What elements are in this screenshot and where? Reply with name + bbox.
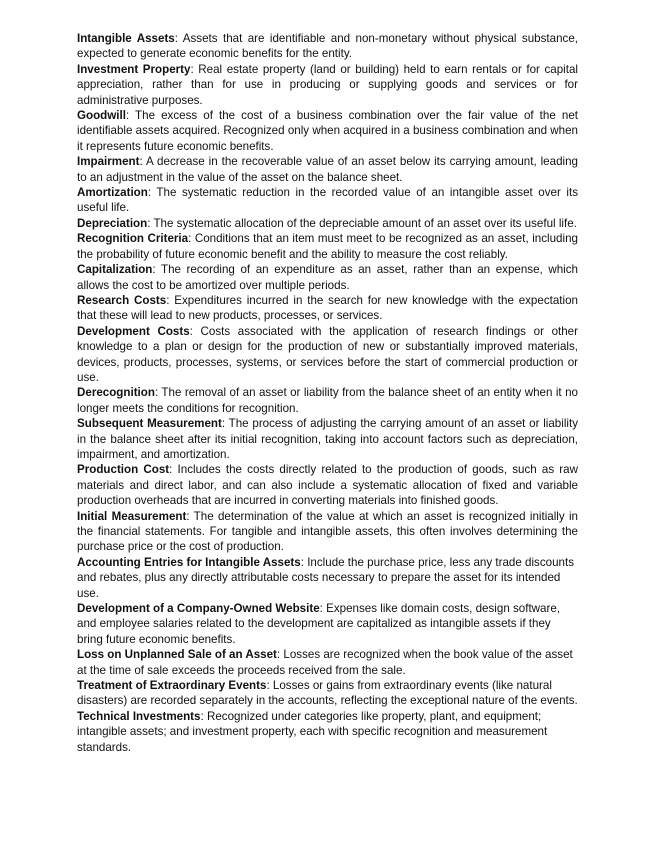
- term-definition: Recognized under categories like property, plant, and equipment; intangible assets; and investment property, each with specific recognition and measurement standards.: [77, 709, 548, 754]
- term-separator: :: [166, 293, 170, 307]
- term-definition: The systematic allocation of the depreciable amount of an asset over its useful life.: [150, 216, 577, 230]
- glossary-entry-amortization: [77, 185, 578, 216]
- term-separator: :: [174, 32, 178, 45]
- term-separator: :: [169, 463, 173, 477]
- term-separator: :: [190, 62, 194, 76]
- glossary-entry-accounting-entries: [77, 555, 578, 601]
- term-separator: :: [276, 648, 281, 662]
- term-definition: The recording of an expenditure as an asset, rather than an expense, which allows the cost to be amortized over multiple periods.: [77, 263, 578, 292]
- term-definition: Includes the costs directly related to the production of goods, such as raw materials and direct labor, and can also include a systematic allocation of fixed and variable production overheads that are incurred in converting materials into finished goods.: [77, 463, 578, 508]
- glossary-page: [77, 31, 578, 755]
- term-label: Intangible Assets: [77, 32, 175, 45]
- term-definition: Losses or gains from extraordinary events (like natural disasters) are recorded separately in the accounts, reflecting the exceptional nature of the events.: [77, 679, 578, 708]
- term-separator: :: [221, 417, 226, 431]
- glossary-entry-research-costs: [77, 293, 578, 324]
- glossary-entry-development-costs: [77, 324, 578, 386]
- glossary-entry-capitalization: [77, 262, 578, 293]
- glossary-entry-investment-property: [77, 62, 578, 108]
- term-label: Initial Measurement: [77, 509, 187, 523]
- term-definition: Expenditures incurred in the search for new knowledge with the expectation that these will lead to new products, processes, or services.: [77, 293, 578, 323]
- glossary-entry-recognition-criteria: [77, 231, 578, 262]
- term-label: Depreciation: [77, 216, 148, 230]
- term-label: Production Cost: [77, 463, 170, 477]
- term-separator: :: [319, 602, 323, 616]
- term-label: Recognition Criteria: [77, 232, 189, 246]
- term-label: Impairment: [77, 155, 140, 169]
- term-label: Development Costs: [77, 324, 190, 338]
- term-definition: Include the purchase price, less any trade discounts and rebates, plus any directly attributable costs necessary to prepare the asset for its intended use.: [77, 555, 575, 600]
- term-definition: The process of adjusting the carrying amount of an asset or liability in the balance sheet after its initial recognition, taking into account factors such as depreciation, impairment, and amortization.: [77, 417, 579, 461]
- glossary-entry-initial-measurement: [77, 509, 578, 555]
- term-definition: Conditions that an item must meet to be recognized as an asset, including the probability of future economic benefit and the ability to measure the cost reliably.: [77, 232, 578, 261]
- glossary-entry-intangible-assets: [77, 31, 578, 62]
- glossary-entry-extraordinary-events: [77, 678, 578, 709]
- term-separator: :: [186, 509, 190, 523]
- term-label: Amortization: [77, 186, 148, 200]
- term-label: Investment Property: [77, 62, 191, 76]
- term-separator: :: [125, 109, 130, 123]
- glossary-entry-technical-investments: [77, 709, 578, 755]
- term-definition: Assets that are identifiable and non-monetary without physical substance, expected to generate economic benefits for the entity.: [77, 32, 578, 61]
- term-label: Development of a Company-Owned Website: [77, 602, 320, 616]
- glossary-entry-company-website: [77, 601, 578, 647]
- term-definition: The excess of the cost of a business combination over the fair value of the net identifiable assets acquired. Recognized only when acquired in a business combination and when it represents future economic benefits.: [77, 109, 578, 153]
- term-label: Capitalization: [77, 263, 153, 277]
- term-label: Accounting Entries for Intangible Assets: [77, 555, 301, 569]
- term-label: Derecognition: [77, 386, 155, 400]
- term-separator: :: [266, 679, 270, 693]
- term-definition: The determination of the value at which an asset is recognized initially in the financial statements. For tangible and intangible assets, this often involves determining the purchase price or the cost of production.: [77, 509, 578, 554]
- term-definition: Costs associated with the application of research findings or other knowledge to a plan or design for the production of new or substantially improved materials, devices, products, processes, systems, or services before the start of commercial production or use.: [77, 324, 578, 384]
- term-label: Technical Investments: [77, 709, 201, 723]
- term-definition: A decrease in the recoverable value of an asset below its carrying amount, leading to an adjustment in the value of the asset on the balance sheet.: [77, 155, 578, 184]
- term-label: Loss on Unplanned Sale of an Asset: [77, 648, 277, 662]
- glossary-entry-goodwill: [77, 108, 578, 154]
- glossary-entry-derecognition: [77, 385, 578, 416]
- term-label: Subsequent Measurement: [77, 417, 222, 431]
- term-separator: :: [200, 709, 204, 723]
- glossary-entry-subsequent-measurement: [77, 416, 578, 462]
- term-label: Treatment of Extraordinary Events: [77, 679, 267, 693]
- term-label: Research Costs: [77, 293, 167, 307]
- term-definition: Losses are recognized when the book value of the asset at the time of sale exceeds the proceeds received from the sale.: [77, 648, 573, 677]
- term-separator: :: [147, 186, 152, 200]
- glossary-entry-depreciation: [77, 216, 578, 231]
- term-definition: Real estate property (land or building) held to earn rentals or for capital appreciation, rather than for use in producing or supplying goods and services or for administrative purposes.: [77, 62, 578, 107]
- term-separator: :: [189, 324, 193, 338]
- term-separator: :: [139, 155, 143, 169]
- term-separator: :: [300, 555, 304, 569]
- term-separator: :: [147, 216, 151, 230]
- term-definition: The removal of an asset or liability from the balance sheet of an entity when it no longer meets the conditions for recognition.: [77, 386, 578, 415]
- term-separator: :: [152, 263, 156, 277]
- term-label: Goodwill: [77, 109, 126, 123]
- term-separator: :: [188, 232, 192, 246]
- term-definition: Expenses like domain costs, design software, and employee salaries related to the development are capitalized as intangible assets if they bring future economic benefits.: [77, 602, 561, 646]
- glossary-entry-production-cost: [77, 462, 578, 508]
- glossary-entry-impairment: [77, 154, 578, 185]
- term-definition: The systematic reduction in the recorded value of an intangible asset over its useful life.: [77, 186, 578, 215]
- glossary-entry-loss-unplanned-sale: [77, 647, 578, 678]
- term-separator: :: [154, 386, 159, 400]
